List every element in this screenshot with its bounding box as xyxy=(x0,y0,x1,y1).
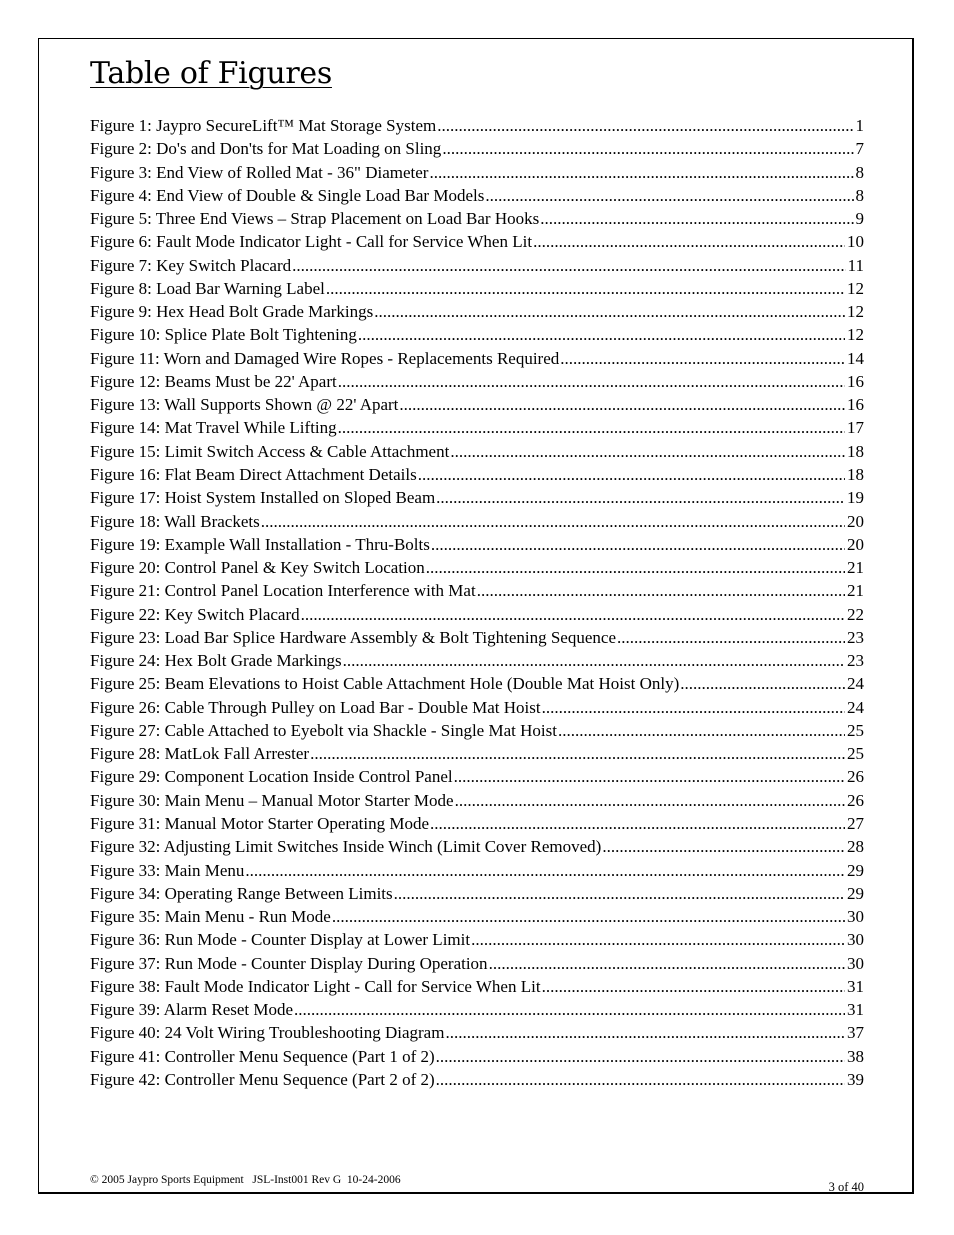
toc-dot-leader xyxy=(310,744,845,764)
toc-entry-page-number: 20 xyxy=(847,511,864,531)
toc-entry-page-number: 27 xyxy=(847,813,864,833)
footer-page-number: 3 of 40 xyxy=(828,1180,864,1194)
toc-entry-page-number: 21 xyxy=(847,558,864,578)
toc-entry[interactable] xyxy=(90,721,864,744)
toc-entry[interactable] xyxy=(90,744,864,767)
toc-entry[interactable] xyxy=(90,349,864,372)
toc-entry[interactable] xyxy=(90,186,864,209)
toc-entry-label: Figure 1: Jaypro SecureLift™ Mat Storage System xyxy=(90,116,437,135)
toc-entry[interactable] xyxy=(90,767,864,790)
toc-dot-leader xyxy=(245,861,845,881)
toc-dot-leader xyxy=(430,814,845,834)
toc-entry-label: Figure 13: Wall Supports Shown @ 22' Apart xyxy=(90,395,399,415)
toc-entry-page-number: 8 xyxy=(855,185,864,205)
toc-dot-leader xyxy=(261,512,845,532)
toc-entry-page-number: 26 xyxy=(847,790,864,810)
toc-entry[interactable] xyxy=(90,558,864,581)
toc-entry[interactable] xyxy=(90,395,864,418)
toc-entry-page-number: 29 xyxy=(847,860,864,880)
toc-entry[interactable] xyxy=(90,791,864,814)
toc-entry-label: Figure 22: Key Switch Placard xyxy=(90,604,300,624)
toc-entry-page-number: 17 xyxy=(847,418,864,438)
toc-dot-leader xyxy=(485,186,853,206)
toc-entry-page-number: 16 xyxy=(847,395,864,415)
toc-entry[interactable] xyxy=(90,512,864,535)
table-of-figures-list xyxy=(90,116,864,1093)
toc-entry[interactable] xyxy=(90,698,864,721)
toc-entry-label: Figure 37: Run Mode - Counter Display During Operation xyxy=(90,953,488,973)
toc-dot-leader xyxy=(558,721,845,741)
toc-entry-page-number: 30 xyxy=(847,953,864,973)
toc-entry-page-number: 9 xyxy=(855,209,864,229)
toc-entry-label: Figure 31: Manual Motor Starter Operating Mode xyxy=(90,813,429,833)
toc-dot-leader xyxy=(489,954,845,974)
toc-entry-label: Figure 10: Splice Plate Bolt Tightening xyxy=(90,325,357,345)
toc-entry-label: Figure 38: Fault Mode Indicator Light - Call for Service When Lit xyxy=(90,976,541,996)
toc-entry-page-number: 14 xyxy=(847,348,864,368)
toc-entry-label: Figure 2: Do's and Don'ts for Mat Loading on Sling xyxy=(90,139,442,159)
toc-dot-leader xyxy=(429,163,853,183)
toc-entry-label: Figure 17: Hoist System Installed on Sloped Beam xyxy=(90,488,436,508)
toc-dot-leader xyxy=(358,325,845,345)
toc-dot-leader xyxy=(450,442,845,462)
toc-entry[interactable] xyxy=(90,1070,864,1093)
toc-entry[interactable] xyxy=(90,581,864,604)
toc-entry[interactable] xyxy=(90,837,864,860)
toc-entry-label: Figure 35: Main Menu - Run Mode xyxy=(90,907,331,927)
toc-entry[interactable] xyxy=(90,139,864,162)
toc-entry-label: Figure 29: Component Location Inside Control Panel xyxy=(90,767,453,787)
toc-entry-label: Figure 16: Flat Beam Direct Attachment Details xyxy=(90,464,417,484)
toc-entry-page-number: 18 xyxy=(847,441,864,461)
toc-entry[interactable] xyxy=(90,325,864,348)
toc-entry[interactable] xyxy=(90,209,864,232)
toc-entry-page-number: 11 xyxy=(847,255,864,275)
toc-entry-label: Figure 30: Main Menu – Manual Motor Starter Mode xyxy=(90,790,454,810)
toc-dot-leader xyxy=(542,698,845,718)
toc-entry-label: Figure 19: Example Wall Installation - Thru-Bolts xyxy=(90,534,430,554)
toc-entry-label: Figure 15: Limit Switch Access & Cable Attachment xyxy=(90,441,450,461)
toc-entry-label: Figure 14: Mat Travel While Lifting xyxy=(90,418,337,438)
toc-entry[interactable] xyxy=(90,442,864,465)
toc-entry-page-number: 25 xyxy=(847,744,864,764)
toc-entry-label: Figure 21: Control Panel Location Interference with Mat xyxy=(90,581,476,601)
toc-dot-leader xyxy=(374,302,845,322)
toc-dot-leader xyxy=(560,349,845,369)
toc-entry-page-number: 12 xyxy=(847,302,864,322)
toc-dot-leader xyxy=(602,837,845,857)
toc-dot-leader xyxy=(332,907,845,927)
toc-dot-leader xyxy=(617,628,845,648)
toc-entry-page-number: 23 xyxy=(847,651,864,671)
toc-dot-leader xyxy=(454,767,845,787)
toc-entry-label: Figure 18: Wall Brackets xyxy=(90,511,260,531)
toc-entry-page-number: 12 xyxy=(847,325,864,345)
toc-entry[interactable] xyxy=(90,977,864,1000)
toc-entry[interactable] xyxy=(90,1047,864,1070)
toc-entry-page-number: 30 xyxy=(847,907,864,927)
toc-entry[interactable] xyxy=(90,418,864,441)
toc-entry[interactable] xyxy=(90,1000,864,1023)
toc-entry-label: Figure 12: Beams Must be 22' Apart xyxy=(90,371,337,391)
toc-entry-page-number: 38 xyxy=(847,1046,864,1066)
toc-dot-leader xyxy=(301,605,845,625)
toc-entry-page-number: 25 xyxy=(847,720,864,740)
toc-dot-leader xyxy=(442,139,853,159)
toc-entry[interactable] xyxy=(90,302,864,325)
toc-entry[interactable] xyxy=(90,651,864,674)
toc-entry-page-number: 8 xyxy=(855,162,864,182)
toc-entry-page-number: 26 xyxy=(847,767,864,787)
toc-entry-page-number: 30 xyxy=(847,930,864,950)
toc-entry-page-number: 39 xyxy=(847,1069,864,1089)
toc-entry[interactable] xyxy=(90,535,864,558)
toc-entry-page-number: 1 xyxy=(855,116,864,135)
toc-dot-leader xyxy=(533,232,845,252)
toc-entry-label: Figure 28: MatLok Fall Arrester xyxy=(90,744,310,764)
toc-entry[interactable] xyxy=(90,605,864,628)
toc-entry[interactable] xyxy=(90,232,864,255)
toc-entry-page-number: 18 xyxy=(847,464,864,484)
toc-entry[interactable] xyxy=(90,256,864,279)
toc-entry-page-number: 20 xyxy=(847,534,864,554)
toc-entry[interactable] xyxy=(90,465,864,488)
page-title: Table of Figures xyxy=(90,56,332,91)
toc-entry-label: Figure 26: Cable Through Pulley on Load Bar - Double Mat Hoist xyxy=(90,697,541,717)
toc-entry-page-number: 19 xyxy=(847,488,864,508)
toc-dot-leader xyxy=(292,256,845,276)
toc-entry-label: Figure 32: Adjusting Limit Switches Inside Winch (Limit Cover Removed) xyxy=(90,837,602,857)
toc-dot-leader xyxy=(338,418,845,438)
toc-entry[interactable] xyxy=(90,861,864,884)
toc-entry[interactable] xyxy=(90,884,864,907)
toc-entry-page-number: 31 xyxy=(847,976,864,996)
toc-entry-page-number: 21 xyxy=(847,581,864,601)
toc-dot-leader xyxy=(394,884,845,904)
toc-dot-leader xyxy=(540,209,853,229)
toc-entry[interactable] xyxy=(90,930,864,953)
toc-dot-leader xyxy=(431,535,845,555)
toc-dot-leader xyxy=(477,581,845,601)
toc-entry-label: Figure 40: 24 Volt Wiring Troubleshooting Diagram xyxy=(90,1023,445,1043)
toc-entry-label: Figure 24: Hex Bolt Grade Markings xyxy=(90,651,342,671)
toc-entry[interactable] xyxy=(90,907,864,930)
toc-dot-leader xyxy=(445,1023,845,1043)
toc-entry[interactable] xyxy=(90,1023,864,1046)
toc-entry-label: Figure 34: Operating Range Between Limits xyxy=(90,883,393,903)
toc-entry-label: Figure 6: Fault Mode Indicator Light - Call for Service When Lit xyxy=(90,232,533,252)
toc-entry[interactable] xyxy=(90,116,864,139)
toc-dot-leader xyxy=(436,1070,845,1090)
footer-copyright: © 2005 Jaypro Sports Equipment JSL-Inst001 Rev G 10-24-2006 xyxy=(90,1174,401,1186)
toc-entry-label: Figure 25: Beam Elevations to Hoist Cable Attachment Hole (Double Mat Hoist Only) xyxy=(90,674,680,694)
toc-dot-leader xyxy=(326,279,845,299)
toc-entry-label: Figure 36: Run Mode - Counter Display at Lower Limit xyxy=(90,930,471,950)
toc-entry-label: Figure 5: Three End Views – Strap Placement on Load Bar Hooks xyxy=(90,209,540,229)
toc-entry-page-number: 37 xyxy=(847,1023,864,1043)
toc-dot-leader xyxy=(399,395,845,415)
toc-entry[interactable] xyxy=(90,163,864,186)
toc-entry-label: Figure 7: Key Switch Placard xyxy=(90,255,292,275)
toc-dot-leader xyxy=(437,116,853,136)
toc-entry-label: Figure 39: Alarm Reset Mode xyxy=(90,1000,294,1020)
toc-entry-label: Figure 33: Main Menu xyxy=(90,860,245,880)
toc-entry[interactable] xyxy=(90,674,864,697)
toc-entry-page-number: 10 xyxy=(847,232,864,252)
toc-entry-page-number: 28 xyxy=(847,837,864,857)
toc-entry[interactable] xyxy=(90,488,864,511)
toc-entry-label: Figure 41: Controller Menu Sequence (Part 1 of 2) xyxy=(90,1046,435,1066)
toc-entry-label: Figure 3: End View of Rolled Mat - 36" Diameter xyxy=(90,162,429,182)
toc-entry[interactable] xyxy=(90,279,864,302)
toc-entry-page-number: 16 xyxy=(847,371,864,391)
toc-entry-page-number: 31 xyxy=(847,1000,864,1020)
toc-entry-label: Figure 4: End View of Double & Single Load Bar Models xyxy=(90,185,485,205)
toc-dot-leader xyxy=(455,791,845,811)
toc-dot-leader xyxy=(426,558,845,578)
toc-entry-page-number: 22 xyxy=(847,604,864,624)
toc-entry-label: Figure 9: Hex Head Bolt Grade Markings xyxy=(90,302,374,322)
toc-entry-page-number: 12 xyxy=(847,278,864,298)
toc-entry-label: Figure 42: Controller Menu Sequence (Part 2 of 2) xyxy=(90,1069,435,1089)
toc-entry-page-number: 23 xyxy=(847,627,864,647)
toc-dot-leader xyxy=(418,465,845,485)
toc-dot-leader xyxy=(343,651,845,671)
toc-entry-page-number: 24 xyxy=(847,697,864,717)
toc-entry[interactable] xyxy=(90,814,864,837)
toc-entry-label: Figure 27: Cable Attached to Eyebolt via Shackle - Single Mat Hoist xyxy=(90,720,557,740)
toc-entry-page-number: 24 xyxy=(847,674,864,694)
toc-entry-label: Figure 11: Worn and Damaged Wire Ropes - Replacements Required xyxy=(90,348,560,368)
toc-dot-leader xyxy=(338,372,845,392)
toc-dot-leader xyxy=(680,674,845,694)
toc-dot-leader xyxy=(294,1000,845,1020)
toc-entry[interactable] xyxy=(90,954,864,977)
toc-dot-leader xyxy=(542,977,845,997)
toc-entry[interactable] xyxy=(90,628,864,651)
toc-dot-leader xyxy=(436,1047,845,1067)
toc-entry-page-number: 29 xyxy=(847,883,864,903)
toc-entry-label: Figure 20: Control Panel & Key Switch Location xyxy=(90,558,425,578)
toc-dot-leader xyxy=(436,488,845,508)
toc-entry-label: Figure 8: Load Bar Warning Label xyxy=(90,278,325,298)
toc-entry-label: Figure 23: Load Bar Splice Hardware Assembly & Bolt Tightening Sequence xyxy=(90,627,616,647)
toc-entry-page-number: 7 xyxy=(855,139,864,159)
toc-dot-leader xyxy=(471,930,845,950)
toc-entry[interactable] xyxy=(90,372,864,395)
